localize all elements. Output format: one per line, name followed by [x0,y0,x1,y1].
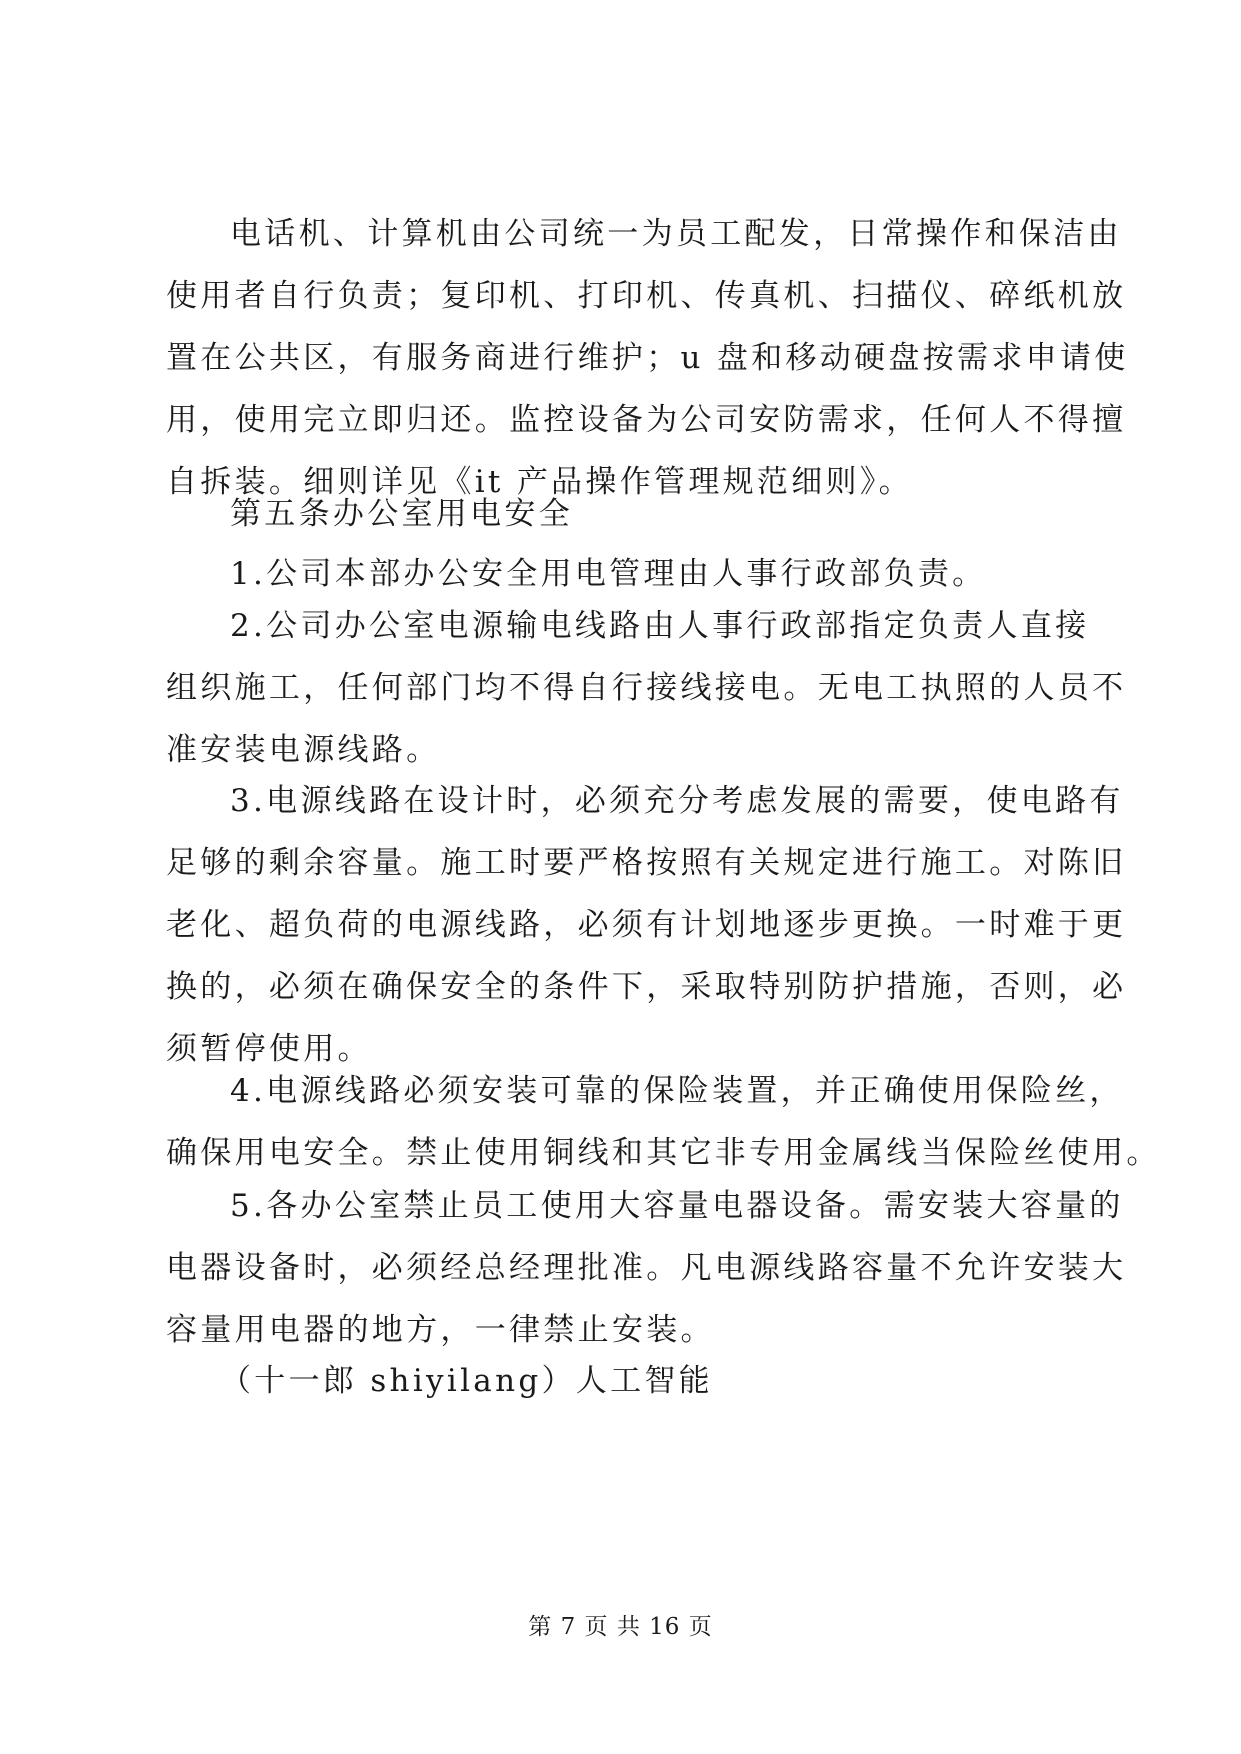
text-line: 足够的剩余容量。施工时要严格按照有关规定进行施工。对陈旧 [166,845,1127,881]
text-line: （十一郎 shiyilang）人工智能 [220,1363,713,1399]
text-line: 3.电源线路在设计时，必须充分考虑发展的需要，使电路有 [230,783,1124,819]
text-line: 容量用电器的地方，一律禁止安装。 [166,1312,715,1348]
text-line: 1.公司本部办公安全用电管理由人事行政部负责。 [230,556,987,592]
text-line: 2.公司办公室电源输电线路由人事行政部指定负责人直接 [230,608,1090,644]
text-line: 电器设备时，必须经总经理批准。凡电源线路容量不允许安装大 [166,1250,1127,1286]
paragraph-item-2 [166,595,1127,781]
paragraph-signature [166,1350,1086,1412]
text-line: 使用者自行负责；复印机、打印机、传真机、扫描仪、碎纸机放 [166,278,1127,314]
paragraph-item-4 [166,1060,1161,1184]
text-line: 4.电源线路必须安装可靠的保险装置，并正确使用保险丝， [230,1073,1124,1109]
text-line: 自拆装。细则详见《it 产品操作管理规范细则》。 [166,464,913,500]
text-line: 电话机、计算机由公司统一为员工配发，日常操作和保洁由 [230,216,1122,252]
text-line: 换的，必须在确保安全的条件下，采取特别防护措施，否则，必 [166,969,1127,1005]
text-line: 须暂停使用。 [166,1031,372,1067]
text-line: 用，使用完立即归还。监控设备为公司安防需求，任何人不得擅 [166,402,1127,438]
text-line: 准安装电源线路。 [166,732,441,768]
text-line: 置在公共区，有服务商进行维护；u 盘和移动硬盘按需求申请使 [166,340,1129,376]
paragraph-item-5 [166,1175,1127,1361]
text-line: 确保用电安全。禁止使用铜线和其它非专用金属线当保险丝使用。 [166,1135,1161,1171]
text-line: 组织施工，任何部门均不得自行接线接电。无电工执照的人员不 [166,670,1127,706]
text-line: 第五条办公室用电安全 [230,496,573,532]
paragraph-it-equipment [166,203,1129,513]
paragraph-item-3 [166,770,1127,1080]
page-footer: 第 7 页 共 16 页 [528,1614,713,1640]
text-line: 5.各办公室禁止员工使用大容量电器设备。需安装大容量的 [230,1188,1124,1224]
text-line: 老化、超负荷的电源线路，必须有计划地逐步更换。一时难于更 [166,907,1127,943]
section-heading [166,483,1086,545]
